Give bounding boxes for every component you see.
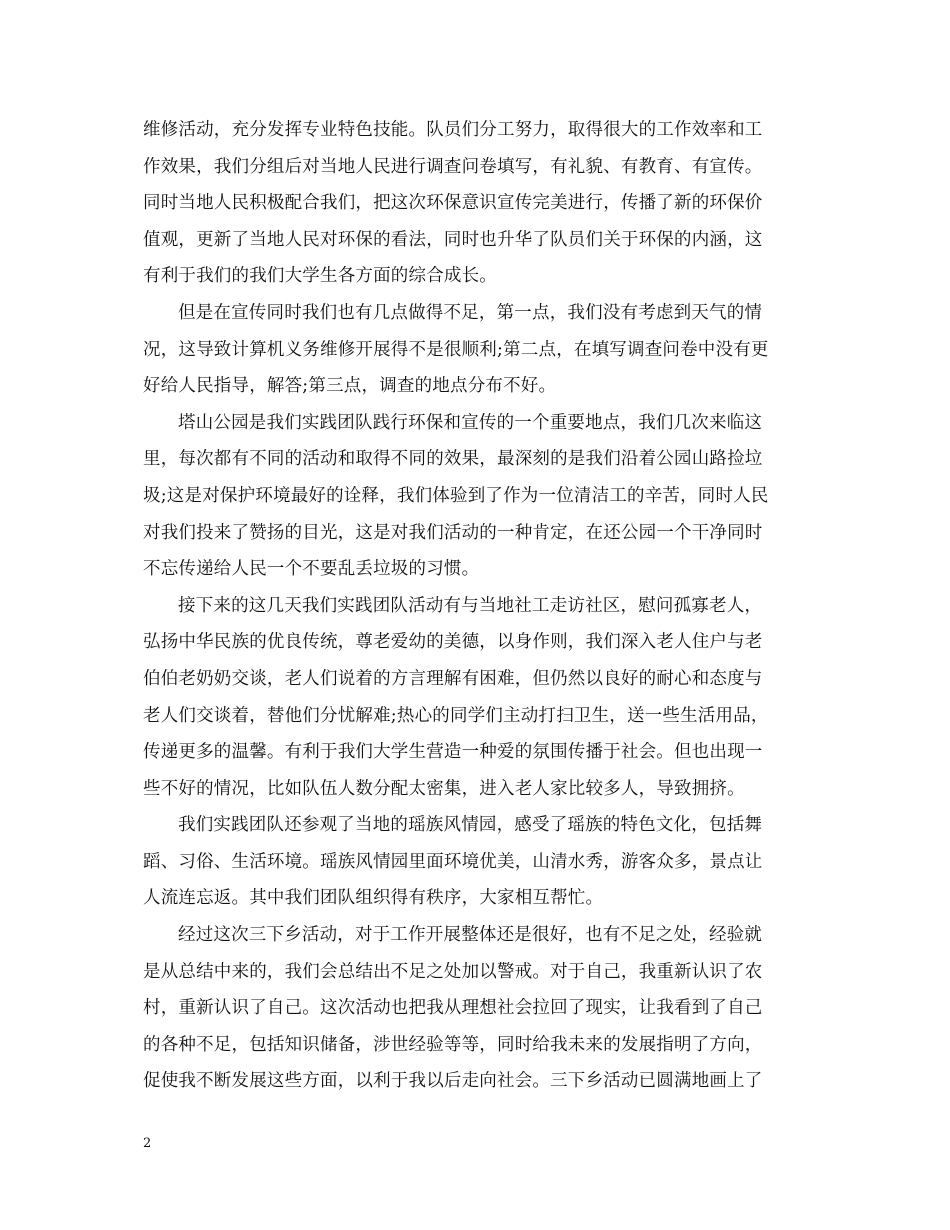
text-line: 接下来的这几天我们实践团队活动有与当地社工走访社区，慰问孤寡老人，	[178, 595, 763, 616]
text-line: 伯伯老奶奶交谈，老人们说着的方言理解有困难，但仍然以良好的耐心和态度与	[143, 668, 763, 689]
text-line: 村，重新认识了自己。这次活动也把我从理想社会拉回了现实，让我看到了自己	[143, 998, 763, 1019]
text-line: 老人们交谈着，替他们分忧解难;热心的同学们主动打扫卫生，送一些生活用品，	[143, 705, 769, 726]
body-text	[143, 112, 808, 1100]
text-line: 有利于我们的我们大学生各方面的综合成长。	[143, 266, 497, 287]
text-line: 经过这次三下乡活动，对于工作开展整体还是很好，也有不足之处，经验就	[178, 925, 763, 946]
text-line: 是从总结中来的，我们会总结出不足之处加以警戒。对于自己，我重新认识了农	[143, 961, 763, 982]
text-line: 传递更多的温馨。有利于我们大学生营造一种爱的氛围传播于社会。但也出现一	[143, 742, 763, 763]
text-line: 蹈、习俗、生活环境。瑶族风情园里面环境优美，山清水秀，游客众多，景点让	[143, 851, 763, 872]
text-line: 塔山公园是我们实践团队践行环保和宣传的一个重要地点，我们几次来临这	[178, 412, 763, 433]
text-line: 但是在宣传同时我们也有几点做得不足，第一点，我们没有考虑到天气的情	[178, 302, 763, 323]
text-line: 些不好的情况，比如队伍人数分配太密集，进入老人家比较多人，导致拥挤。	[143, 778, 745, 799]
text-line: 好给人民指导，解答;第三点，调查的地点分布不好。	[143, 376, 557, 397]
text-line: 作效果，我们分组后对当地人民进行调查问卷填写，有礼貌、有教育、有宣传。	[143, 156, 763, 177]
text-line: 的各种不足，包括知识储备，涉世经验等等，同时给我未来的发展指明了方向，	[143, 1034, 763, 1055]
text-line: 况，这导致计算机义务维修开展得不是很顺利;第二点，在填写调查问卷中没有更	[143, 339, 769, 360]
text-line: 弘扬中华民族的优良传统，尊老爱幼的美德，以身作则，我们深入老人住户与老	[143, 632, 763, 653]
text-line: 促使我不断发展这些方面，以利于我以后走向社会。三下乡活动已圆满地画上了	[143, 1071, 763, 1092]
text-line: 人流连忘返。其中我们团队组织得有秩序，大家相互帮忙。	[143, 888, 604, 909]
text-line: 圾;这是对保护环境最好的诠释，我们体验到了作为一位清洁工的辛苦，同时人民	[143, 485, 769, 506]
text-line: 同时当地人民积极配合我们，把这次环保意识宣传完美进行，传播了新的环保价	[143, 193, 763, 214]
text-line: 维修活动，充分发挥专业特色技能。队员们分工努力，取得很大的工作效率和工	[143, 120, 763, 140]
page-number: 2	[143, 1136, 152, 1151]
text-line: 不忘传递给人民一个不要乱丢垃圾的习惯。	[143, 559, 480, 580]
text-line: 我们实践团队还参观了当地的瑶族风情园，感受了瑶族的特色文化，包括舞	[178, 815, 763, 836]
text-line: 里，每次都有不同的活动和取得不同的效果，最深刻的是我们沿着公园山路捡垃	[143, 449, 763, 470]
text-line: 值观，更新了当地人民对环保的看法，同时也升华了队员们关于环保的内涵，这	[143, 229, 763, 250]
text-line: 对我们投来了赞扬的目光，这是对我们活动的一种肯定，在还公园一个干净同时	[143, 522, 763, 543]
